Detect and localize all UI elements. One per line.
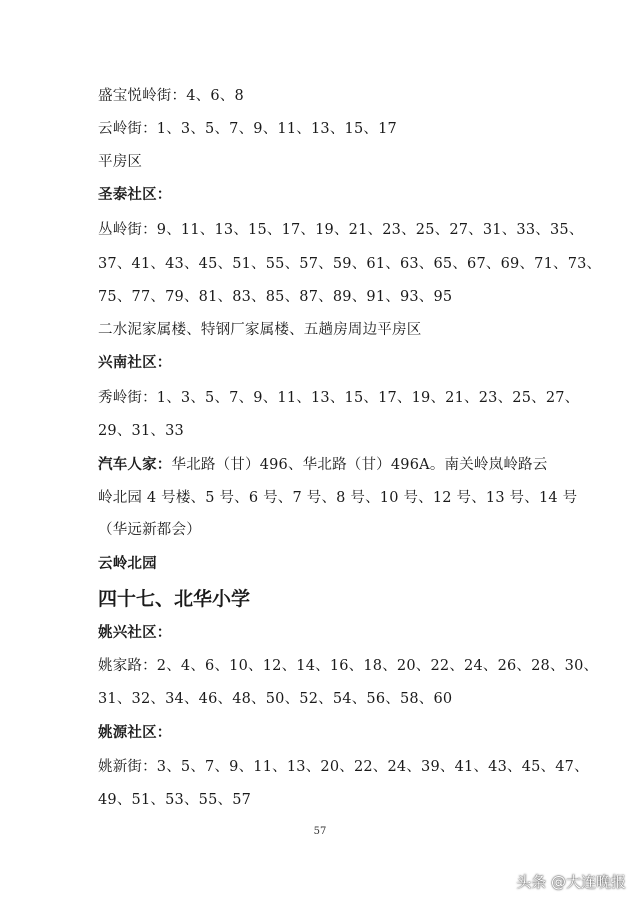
- line-label: 姚兴社区：: [98, 625, 172, 641]
- line-label: 兴南社区：: [98, 355, 172, 371]
- community-label-yunling-beiyuan: [98, 554, 157, 574]
- text-line-11: [98, 421, 184, 441]
- line-text: 华北路（甘）496、华北路（甘）496A。南关岭岚岭路云: [171, 457, 548, 473]
- line-text: 丛岭街：9、11、13、15、17、19、21、23、25、27、31、33、35、: [98, 222, 584, 238]
- line-text: 31、32、34、46、48、50、52、54、56、58、60: [98, 691, 453, 707]
- line-label: 云岭北园: [98, 556, 157, 572]
- line-text: 二水泥家属楼、特钢厂家属楼、五趟房周边平房区: [98, 322, 422, 338]
- text-line-13: [98, 488, 577, 508]
- line-text: 秀岭街：1、3、5、7、9、11、13、15、17、19、21、23、25、27、: [98, 390, 580, 406]
- text-line-1: [98, 86, 244, 106]
- text-line-14: [98, 520, 201, 540]
- text-line-21: [98, 790, 251, 810]
- text-line-6: [98, 254, 601, 274]
- community-label-yaoxing: [98, 623, 172, 643]
- line-text: 37、41、43、45、51、55、57、59、61、63、65、67、69、71、73、: [98, 256, 602, 272]
- line-label: 汽车人家：: [98, 457, 172, 473]
- line-text: 平房区: [98, 154, 143, 170]
- line-text: 云岭街：1、3、5、7、9、11、13、15、17: [98, 121, 397, 137]
- text-line-3: [98, 152, 142, 172]
- line-label: 姚源社区：: [98, 725, 172, 741]
- community-label-xingnan: [98, 353, 172, 373]
- watermark: 头条 @大连晚报: [516, 873, 626, 891]
- line-text: 49、51、53、55、57: [98, 792, 252, 808]
- text-line-2: [98, 119, 397, 139]
- section-heading: 四十七、北华小学: [98, 588, 251, 610]
- text-line-7: [98, 287, 452, 307]
- community-label-yaoyuan: [98, 723, 172, 743]
- line-text: （华远新都会）: [98, 522, 201, 538]
- line-text: 姚家路：2、4、6、10、12、14、16、18、20、22、24、26、28、30、: [98, 658, 599, 674]
- line-text: 岭北园 4 号楼、5 号、6 号、7 号、8 号、10 号、12 号、13 号、14 号: [98, 490, 578, 506]
- text-line-12: [98, 455, 547, 475]
- line-text: 75、77、79、81、83、85、87、89、91、93、95: [98, 289, 453, 305]
- line-text: 29、31、33: [98, 423, 184, 439]
- community-label-shengtai: [98, 185, 172, 205]
- line-text: 盛宝悦岭街：4、6、8: [98, 88, 244, 104]
- text-line-10: [98, 388, 579, 408]
- text-line-20: [98, 757, 589, 777]
- text-line-17: [98, 656, 598, 676]
- page-number: 57: [313, 826, 327, 837]
- line-text: 姚新街：3、5、7、9、11、13、20、22、24、39、41、43、45、47、: [98, 759, 589, 775]
- text-line-5: [98, 220, 584, 240]
- text-line-8: [98, 320, 421, 340]
- text-line-18: [98, 689, 452, 709]
- line-label: 圣泰社区：: [98, 187, 172, 203]
